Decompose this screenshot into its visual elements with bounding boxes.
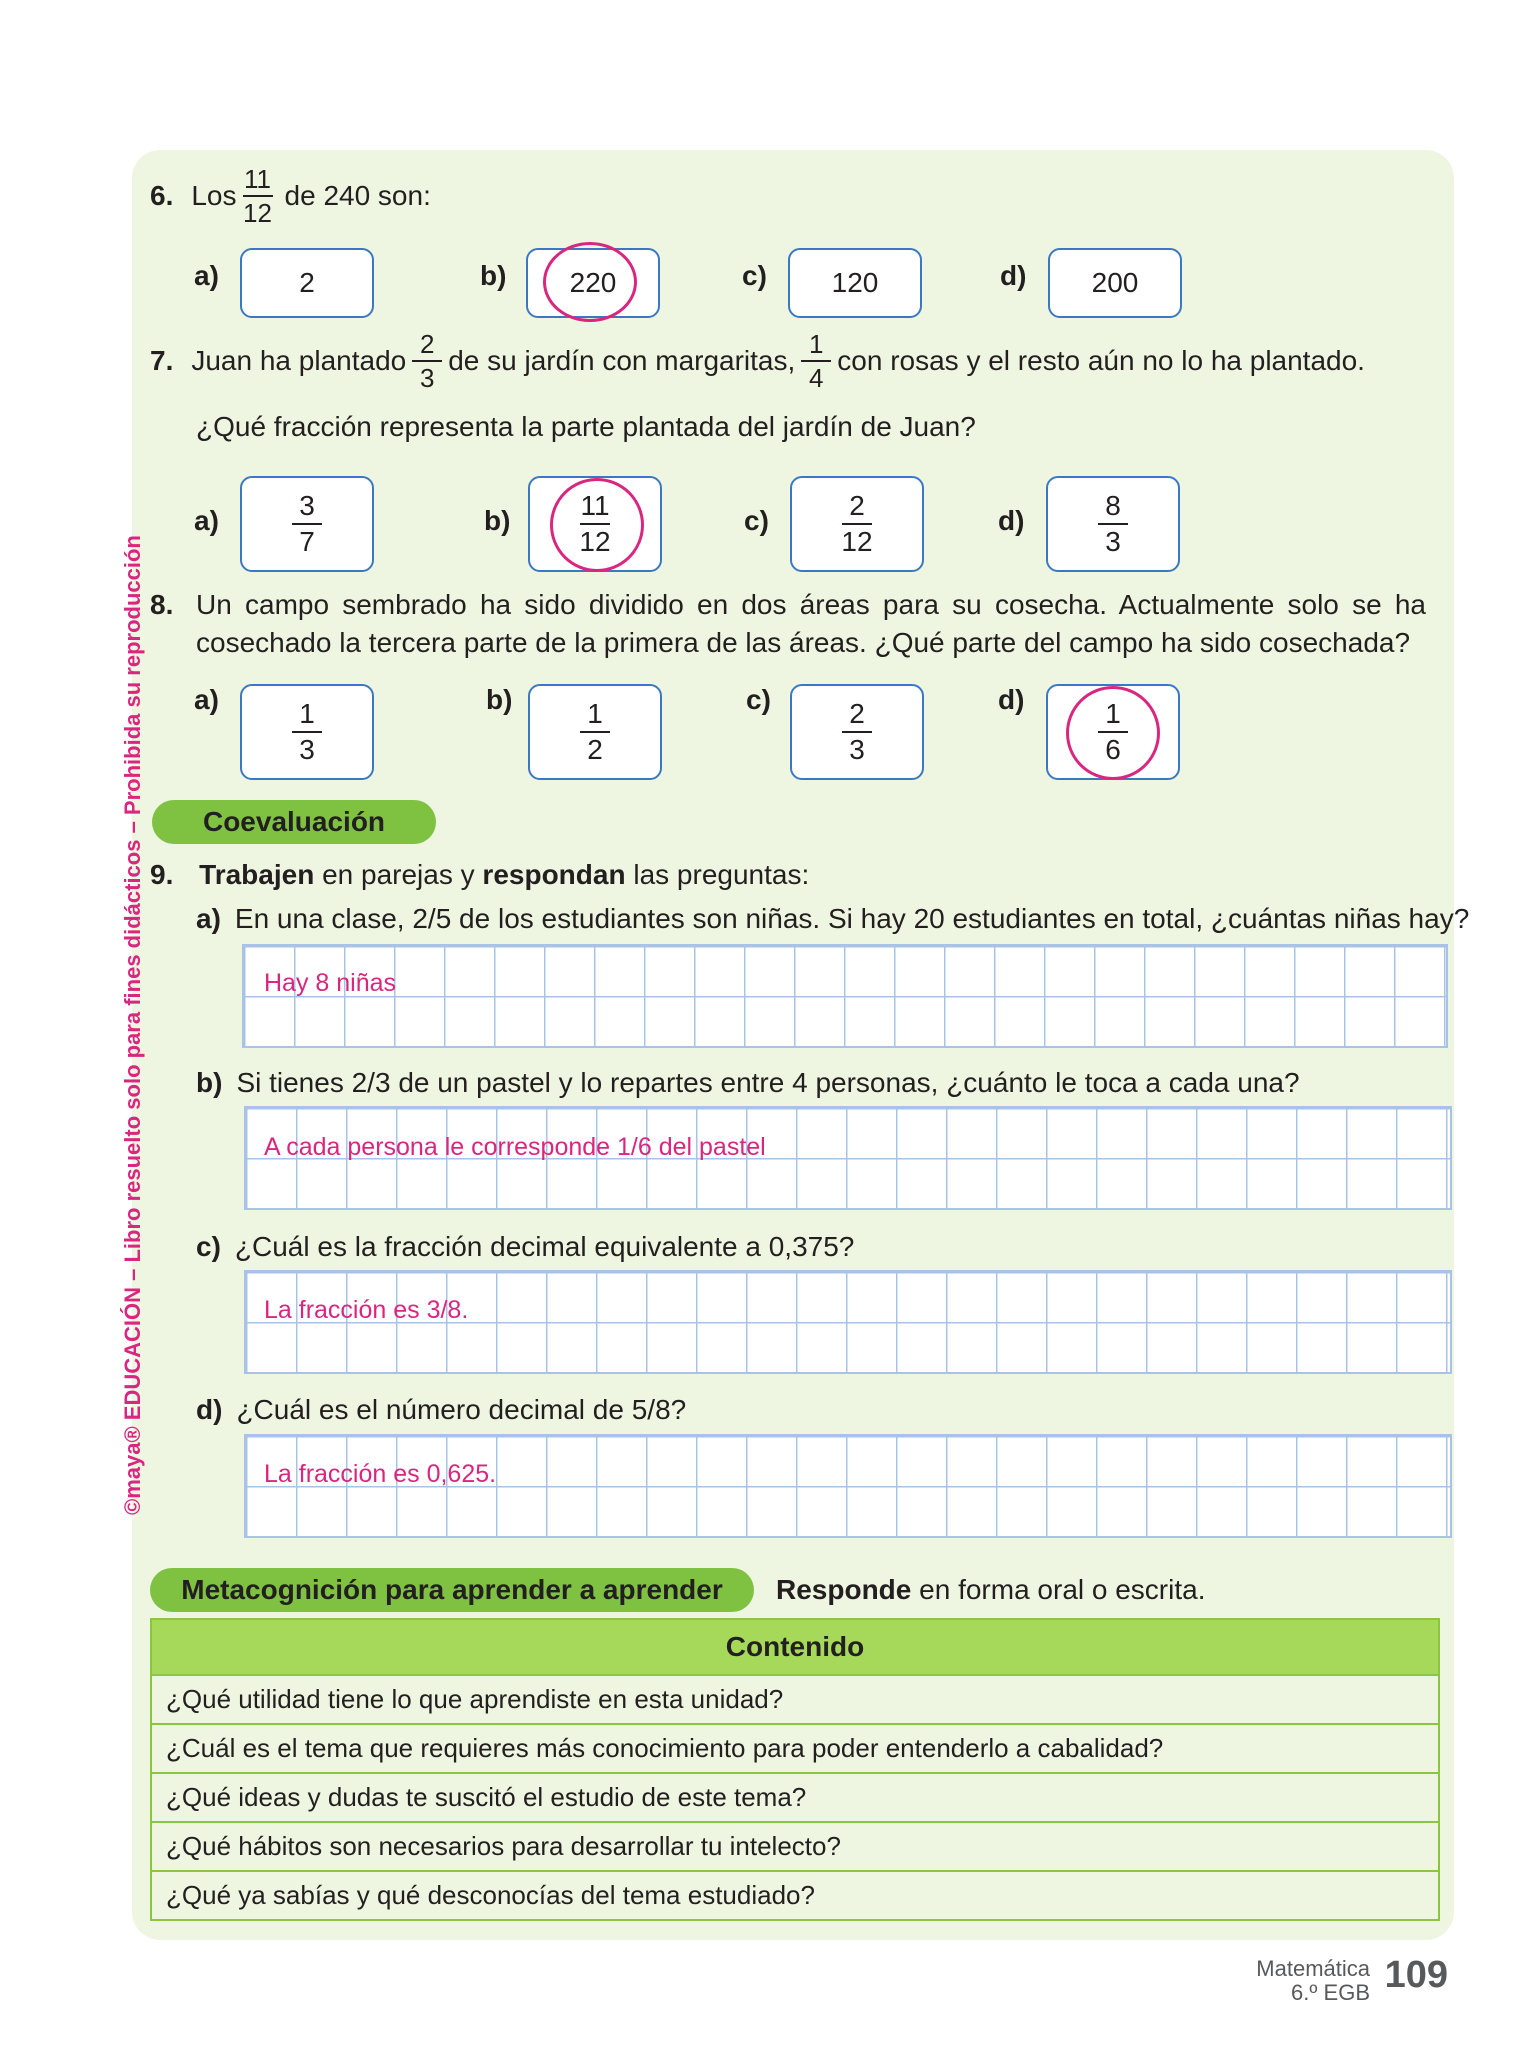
option-value: 220 bbox=[569, 267, 617, 298]
denominator: 12 bbox=[579, 526, 611, 557]
option-label: b) bbox=[480, 260, 507, 291]
fraction-bar bbox=[243, 195, 273, 197]
fraction bbox=[842, 699, 872, 765]
question-8 bbox=[150, 586, 1430, 662]
fraction-bar bbox=[580, 523, 610, 525]
fraction-bar bbox=[801, 360, 831, 362]
handwritten-answer: A cada persona le corresponde 1/6 del pastel bbox=[264, 1133, 766, 1161]
table-cell: ¿Qué utilidad tiene lo que aprendiste en esta unidad? bbox=[151, 1675, 1439, 1724]
subquestion-c bbox=[196, 1228, 854, 1266]
denominator: 3 bbox=[419, 363, 435, 393]
metacognicion-instruction bbox=[776, 1571, 1205, 1609]
fraction-bar bbox=[842, 523, 872, 525]
option-label: d) bbox=[998, 505, 1025, 536]
table-cell: ¿Qué ideas y dudas te suscitó el estudio de este tema? bbox=[151, 1773, 1439, 1822]
option-box[interactable] bbox=[526, 248, 660, 318]
fraction-bar bbox=[292, 731, 322, 733]
table-row bbox=[151, 1822, 1439, 1871]
fraction-bar bbox=[292, 523, 322, 525]
subquestion-text: ¿Cuál es la fracción decimal equivalente a 0,375? bbox=[234, 1231, 855, 1262]
fraction-bar bbox=[1098, 523, 1128, 525]
page-number: 109 bbox=[1384, 1954, 1448, 1996]
subquestion-label: a) bbox=[196, 903, 221, 934]
numerator: 1 bbox=[587, 698, 603, 729]
question-text: cosechado la tercera parte de la primera de las áreas. ¿Qué parte del campo ha sido cosechada? bbox=[196, 627, 1411, 658]
numerator: 2 bbox=[849, 490, 865, 521]
denominator: 6 bbox=[1105, 734, 1121, 765]
table-row bbox=[151, 1724, 1439, 1773]
answer-grid[interactable] bbox=[242, 944, 1448, 1048]
numerator: 2 bbox=[419, 329, 435, 359]
fraction bbox=[579, 491, 610, 557]
subquestion-a bbox=[196, 900, 1469, 938]
table-cell: ¿Qué ya sabías y qué desconocías del tema estudiado? bbox=[151, 1871, 1439, 1920]
denominator: 12 bbox=[243, 198, 272, 228]
handwritten-answer: Hay 8 niñas bbox=[264, 969, 397, 997]
question-number: 6. bbox=[150, 180, 174, 211]
question-text: de su jardín con margaritas, bbox=[448, 345, 796, 376]
question-text-bold: Trabajen bbox=[199, 859, 315, 890]
coevaluacion-badge: Coevaluación bbox=[152, 800, 436, 844]
denominator: 3 bbox=[299, 734, 315, 765]
subquestion-text: ¿Cuál es el número decimal de 5/8? bbox=[236, 1394, 687, 1425]
fraction bbox=[243, 165, 273, 227]
option-box[interactable] bbox=[240, 684, 374, 780]
numerator: 3 bbox=[299, 490, 315, 521]
question-text: de 240 son: bbox=[284, 180, 431, 211]
option-box[interactable] bbox=[240, 476, 374, 572]
denominator: 7 bbox=[299, 526, 315, 557]
instruction-bold: Responde bbox=[776, 1574, 912, 1605]
question-text: con rosas y el resto aún no lo ha plantado. bbox=[837, 345, 1365, 376]
fraction bbox=[292, 491, 322, 557]
denominator: 2 bbox=[587, 734, 603, 765]
question-text: las preguntas: bbox=[633, 859, 810, 890]
option-label: c) bbox=[746, 684, 771, 715]
question-7-prompt: ¿Qué fracción representa la parte plantada del jardín de Juan? bbox=[196, 411, 976, 442]
question-9 bbox=[150, 856, 809, 894]
option-box[interactable] bbox=[1046, 684, 1180, 780]
table-header: Contenido bbox=[151, 1619, 1439, 1675]
subquestion-d bbox=[196, 1391, 686, 1429]
option-box[interactable] bbox=[240, 248, 374, 318]
option-label: a) bbox=[194, 260, 219, 291]
fraction-bar bbox=[842, 731, 872, 733]
table-cell: ¿Cuál es el tema que requieres más conocimiento para poder entenderlo a cabalidad? bbox=[151, 1724, 1439, 1773]
option-label: a) bbox=[194, 505, 219, 536]
footer-subject bbox=[1256, 1957, 1370, 2005]
numerator: 11 bbox=[580, 490, 610, 521]
table-cell: ¿Qué hábitos son necesarios para desarrollar tu intelecto? bbox=[151, 1822, 1439, 1871]
fraction bbox=[1098, 699, 1128, 765]
subquestion-text: En una clase, 2/5 de los estudiantes son niñas. Si hay 20 estudiantes en total, ¿cuántas niñas hay? bbox=[234, 903, 1470, 934]
fraction bbox=[580, 699, 610, 765]
question-text: Un campo sembrado ha sido dividido en dos áreas para su cosecha. Actualmente solo se ha bbox=[196, 589, 1426, 620]
question-number: 9. bbox=[150, 859, 174, 890]
subquestion-text: Si tienes 2/3 de un pastel y lo repartes entre 4 personas, ¿cuánto le toca a cada una? bbox=[236, 1067, 1300, 1098]
fraction-bar bbox=[580, 731, 610, 733]
question-text: en parejas y bbox=[322, 859, 475, 890]
denominator: 12 bbox=[841, 526, 873, 557]
subquestion-label: d) bbox=[196, 1394, 223, 1425]
option-box[interactable] bbox=[528, 476, 662, 572]
fraction-bar bbox=[412, 360, 442, 362]
fraction bbox=[841, 491, 872, 557]
option-label: b) bbox=[486, 684, 513, 715]
denominator: 3 bbox=[1105, 526, 1121, 557]
fraction bbox=[292, 699, 322, 765]
footer-subject-name: Matemática bbox=[1256, 1956, 1370, 1981]
option-box[interactable] bbox=[528, 684, 662, 780]
metacognition-table bbox=[150, 1618, 1440, 1921]
option-label: c) bbox=[742, 260, 767, 291]
question-7 bbox=[150, 330, 1365, 392]
option-label: d) bbox=[1000, 260, 1027, 291]
numerator: 1 bbox=[299, 698, 315, 729]
table-row bbox=[151, 1675, 1439, 1724]
table-row bbox=[151, 1871, 1439, 1920]
question-number: 8. bbox=[150, 589, 174, 620]
option-box[interactable] bbox=[1048, 248, 1182, 318]
subquestion-b bbox=[196, 1064, 1300, 1102]
metacognicion-badge: Metacognición para aprender a aprender bbox=[150, 1568, 754, 1612]
option-label: c) bbox=[744, 505, 769, 536]
handwritten-answer: La fracción es 0,625. bbox=[264, 1460, 497, 1488]
fraction bbox=[412, 330, 442, 392]
copyright-sidebar: ©maya® EDUCACIÓN – Libro resuelto solo para fines didácticos – Prohibida su reproducción bbox=[120, 535, 145, 1515]
numerator: 1 bbox=[1105, 698, 1121, 729]
question-6 bbox=[150, 165, 431, 227]
option-box[interactable] bbox=[1046, 476, 1180, 572]
subquestion-label: c) bbox=[196, 1231, 221, 1262]
option-label: a) bbox=[194, 684, 219, 715]
fraction bbox=[1098, 491, 1128, 557]
question-text: Juan ha plantado bbox=[191, 345, 407, 376]
option-box[interactable] bbox=[790, 476, 924, 572]
option-value: 200 bbox=[1091, 267, 1139, 298]
numerator: 11 bbox=[244, 164, 272, 194]
fraction bbox=[801, 330, 831, 392]
numerator: 8 bbox=[1105, 490, 1121, 521]
question-text-bold: respondan bbox=[482, 859, 626, 890]
subquestion-label: b) bbox=[196, 1067, 223, 1098]
option-box[interactable] bbox=[790, 684, 924, 780]
fraction-bar bbox=[1098, 731, 1128, 733]
instruction-text: en forma oral o escrita. bbox=[919, 1574, 1206, 1605]
option-value: 2 bbox=[299, 267, 315, 298]
numerator: 2 bbox=[849, 698, 865, 729]
option-box[interactable] bbox=[788, 248, 922, 318]
denominator: 4 bbox=[809, 363, 824, 393]
question-number: 7. bbox=[150, 345, 174, 376]
option-value: 120 bbox=[831, 267, 879, 298]
option-label: b) bbox=[484, 505, 511, 536]
footer-grade: 6.º EGB bbox=[1291, 1980, 1370, 2005]
table-row bbox=[151, 1773, 1439, 1822]
handwritten-answer: La fracción es 3/8. bbox=[264, 1296, 469, 1324]
question-text: Los bbox=[191, 180, 237, 211]
numerator: 1 bbox=[809, 329, 824, 359]
denominator: 3 bbox=[849, 734, 865, 765]
option-label: d) bbox=[998, 684, 1025, 715]
